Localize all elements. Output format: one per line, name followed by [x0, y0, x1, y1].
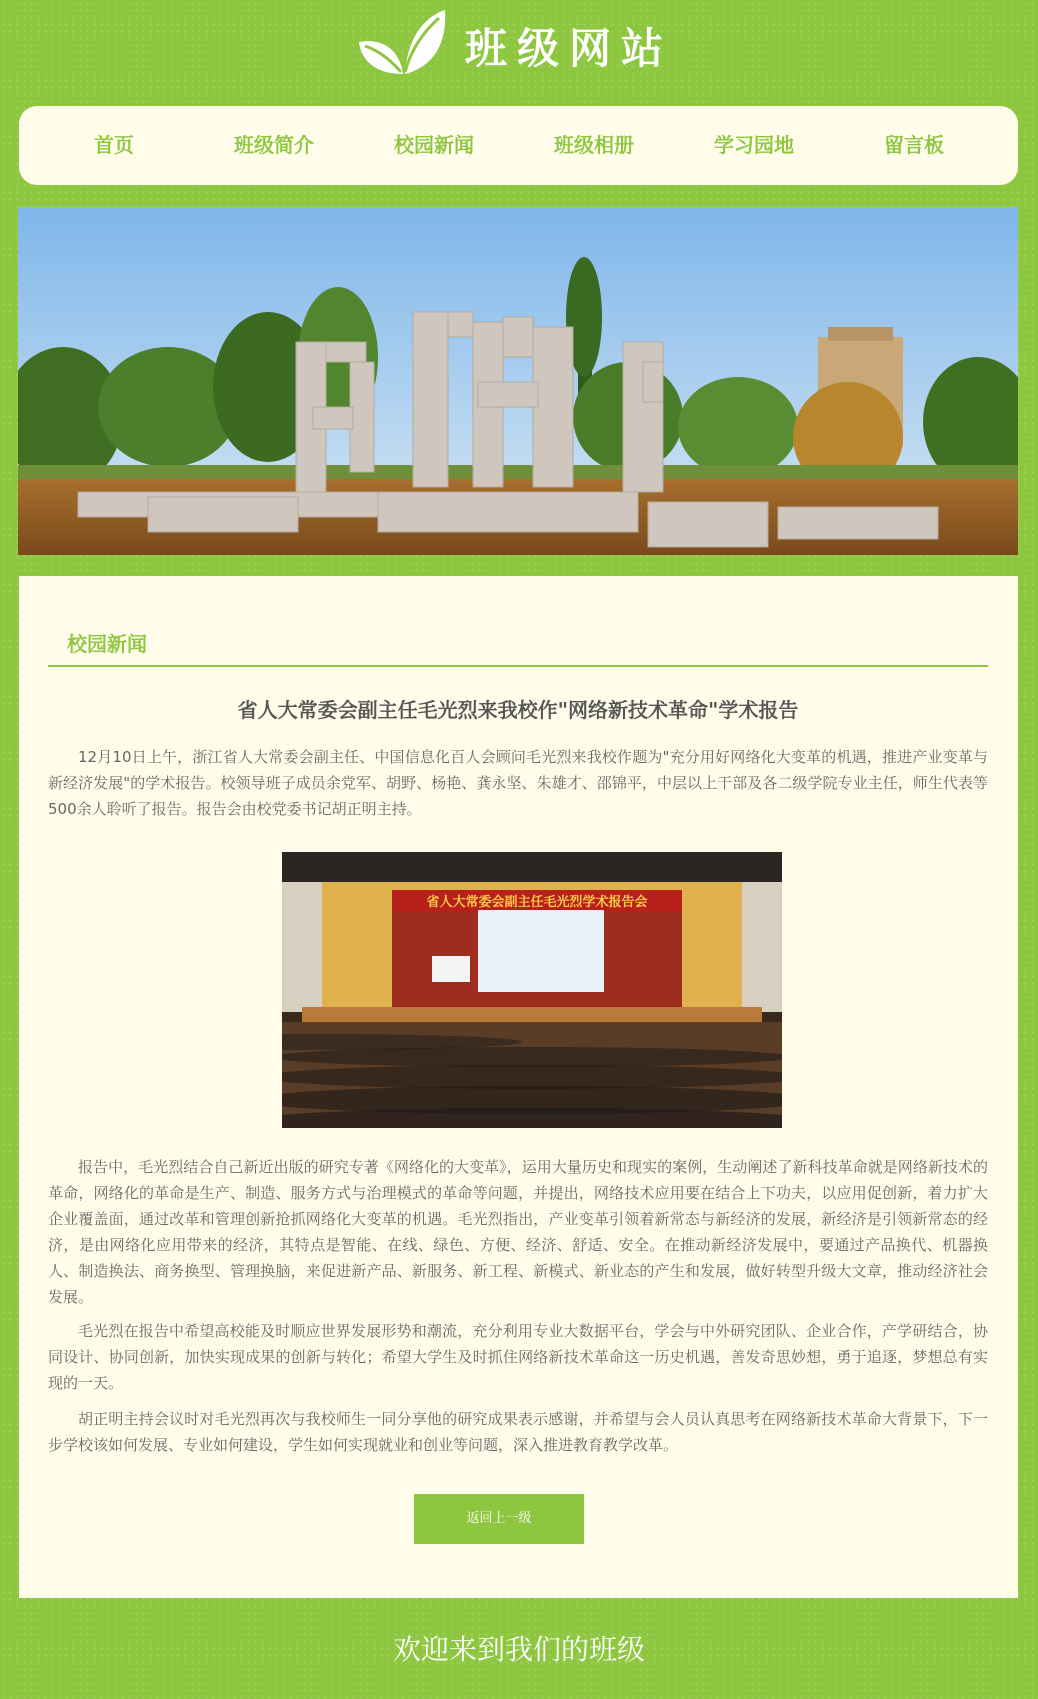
nav-item-class-intro[interactable]: 班级简介	[234, 133, 314, 157]
site-title: 班级网站	[465, 24, 674, 73]
nav-item-message-board[interactable]: 留言板	[884, 133, 944, 157]
banner-image	[18, 207, 1018, 555]
site-header	[0, 0, 1038, 100]
campus-sculpture-photo	[18, 207, 1018, 555]
content-panel	[19, 576, 1018, 1598]
back-button[interactable]: 返回上一级	[414, 1494, 584, 1544]
nav-item-study-garden[interactable]: 学习园地	[714, 133, 794, 157]
section-divider	[48, 665, 988, 667]
nav-item-home[interactable]: 首页	[94, 133, 134, 157]
nav-item-class-album[interactable]: 班级相册	[554, 133, 634, 157]
photo-banner-text: 省人大常委会副主任毛光烈学术报告会	[426, 895, 648, 910]
leaf-icon	[355, 8, 450, 76]
article-paragraph: 毛光烈在报告中希望高校能及时顺应世界发展形势和潮流，充分利用专业大数据平台，学会与中外研究团队、企业合作，产学研结合，协同设计、协同创新，加快实现成果的创新与转化；希望大学生及时抓住网络新技术革命这一历史机遇，善发奇思妙想，勇于追逐，梦想总有实现的一天。	[48, 1322, 988, 1392]
article-title: 省人大常委会副主任毛光烈来我校作"网络新技术革命"学术报告	[237, 698, 799, 722]
footer-welcome: 欢迎来到我们的班级	[392, 1633, 645, 1666]
article-paragraph: 12月10日上午，浙江省人大常委会副主任、中国信息化百人会顾问毛光烈来我校作题为"充分用好网络化大变革的机遇，推进产业变革与新经济发展"的学术报告。校领导班子成员余党军、胡野、杨艳、龚永坚、朱雄才、邵锦平，中层以上干部及各二级学院专业主任，师生代表等500余人聆听了报告。报告会由校党委书记胡正明主持。	[48, 748, 988, 818]
article-paragraph: 报告中，毛光烈结合自己新近出版的研究专著《网络化的大变革》，运用大量历史和现实的案例，生动阐述了新科技革命就是网络新技术的革命，网络化的革命是生产、制造、服务方式与治理模式的革命等问题，并提出，网络技术应用要在结合上下功夫，以应用促创新，着力扩大企业覆盖面，通过改革和管理创新抢抓网络化大变革的机遇。毛光烈指出，产业变革引领着新常态与新经济的发展，新经济是引领新常态的经济，是由网络化应用带来的经济，其特点是智能、在线、绿色、方便、经济、舒适、安全。在推动新经济发展中，要通过产品换代、机器换人、制造换法、商务换型、管理换脑，来促进新产品、新服务、新工程、新模式、新业态的产生和发展，做好转型升级大文章，推动经济社会发展。	[48, 1158, 988, 1306]
section-title: 校园新闻	[67, 632, 147, 656]
main-nav	[19, 106, 1018, 185]
nav-item-campus-news[interactable]: 校园新闻	[394, 133, 474, 157]
lecture-photo	[282, 852, 782, 1128]
lecture-hall-photo	[282, 852, 782, 1128]
article-paragraph: 胡正明主持会议时对毛光烈再次与我校师生一同分享他的研究成果表示感谢，并希望与会人员认真思考在网络新技术革命大背景下，下一步学校该如何发展、专业如何建设，学生如何实现就业和创业等问题，深入推进教育教学改革。	[48, 1410, 988, 1454]
